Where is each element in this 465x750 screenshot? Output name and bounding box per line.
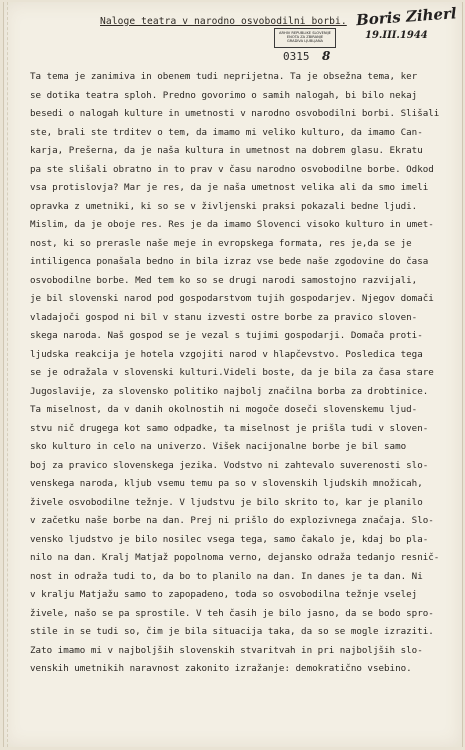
body-line: nost, ki so prerasle naše meje in evropskega formata, res je,da se je [30,237,412,249]
body-line: Mislim, da je oboje res. Res je da imamo Slovenci visoko kulturo in umet- [30,219,434,230]
body-line: intiligenca ponašala bedno in bila izraz vse bede naše zgodovine do časa [30,256,429,267]
archive-stamp [274,28,336,48]
body-line: osvobodilne borbe. Med tem ko so se drugi narodi samostojno razvijali, [30,274,418,286]
body-line: nilo na dan. Kralj Matjaž popolnoma verno, dejansko odraža tedanjo resnič- [30,552,440,563]
body-line: karja, Prešerna, da je naša kultura in umetnost na dobrem glasu. Ekratu [30,145,423,156]
body-line: nost in odraža tudi to, da bo to planilo na dan. In danes je ta dan. Ni [30,570,423,582]
body-line: venskih umetnikih naravnost zakonito izražanje: demokratično vsebino. [30,663,412,674]
body-line: stile in se tudi so, čim je bila situacija taka, da so se mogle izraziti. [30,626,434,637]
body-line: v kralju Matjažu samo to zapopadeno, toda so osvobodilna težnje vselej [30,589,418,600]
body-line: sko kulturo in celo na univerzo. Višek nacijonalne borbe je bil samo [30,441,407,452]
body-line: se je odražala v slovenski kulturi.Videli boste, da je bila za časa stare [30,367,434,378]
body-line: se dotika teatra sploh. Predno govorimo o samih nalogah, bi bilo nekaj [30,89,418,101]
document-title: Naloge teatra v narodno osvobodilni borbi. [100,16,347,27]
body-line: opravka z umetniki, ki so se v življenski praksi pokazali bedne ljudi. [30,200,418,212]
body-line: v začetku naše borbe na dan. Prej ni prišlo do explozivnega značaja. Slo- [30,515,434,526]
body-line: ste, brali ste trditev o tem, da imamo mi veliko kulturo, da imamo Can- [30,126,423,138]
body-line: Ta miselnost, da v danih okolnostih ni mogoče doseči slovenskemu ljud- [30,404,418,415]
page-edge-line [7,2,9,747]
stamp-line-2: ENOTA ZA ZBIRANJE [286,35,324,39]
body-line: Jugoslavije, za slovensko politiko najbolj značilna borba za drobtinice. [30,385,429,397]
body-text [30,68,450,679]
body-line: vensko ljudstvo je bilo nosilec vsega tega, samo čakalo je, kdaj bo pla- [30,533,429,545]
handwritten-signature: Boris Ziherl [355,4,458,30]
body-line: venskega naroda, kljub vsemu temu pa so v slovenskih ljudskih množicah, [30,478,423,489]
body-line: živele, našo se pa sprostile. V teh časih je bilo jasno, da se bodo spro- [30,607,434,619]
stamp-line-1: ARHIV REPUBLIKE SLOVENIJE [279,31,331,35]
body-line: vladajoči gospod ni bil v stanu izvesti ostre borbe za pravico sloven- [30,311,418,323]
body-line: vsa protislovja? Mar je res, da je naša umetnost velika ali da smo imeli [30,182,429,193]
handwritten-date: 19.III.1944 [365,30,428,41]
archive-handwritten-mark: 8 [322,49,331,63]
body-line: je bil slovenski narod pod gospodarstvom tujih gospodarjev. Njegov domači [30,293,434,304]
body-line: stvu nič drugega kot samo odpadke, ta miselnost je prišla tudi v sloven- [30,422,429,434]
body-line: živele osvobodilne težnje. V ljudstvu je bilo skrito to, kar je planilo [30,496,423,508]
body-line: besedi o nalogah kulture in umetnosti v narodno osvobodilni borbi. Slišali [30,108,440,119]
body-line: Zato imamo mi v najboljših slovenskih stvaritvah in pri najboljših slo- [30,644,423,656]
archive-number: 0315 [283,50,310,63]
body-line: Ta tema je zanimiva in obenem tudi neprijetna. Ta je obsežna tema, ker [30,71,418,82]
body-line: skega naroda. Naš gospod se je vezal s tujimi gospodarji. Domača proti- [30,330,423,341]
body-line: boj za pravico slovenskega jezika. Vodstvo ni zahtevalo suverenosti slo- [30,459,429,471]
body-line: ljudska reakcija je hotela vzgojiti narod v hlapčevstvo. Posledica tega [30,348,423,360]
stamp-line-3: GRADIVA LJUBLJANA [286,39,323,43]
body-line: pa ste slišali obratno in to prav v času narodno osvobodilne borbe. Odkod [30,163,434,175]
